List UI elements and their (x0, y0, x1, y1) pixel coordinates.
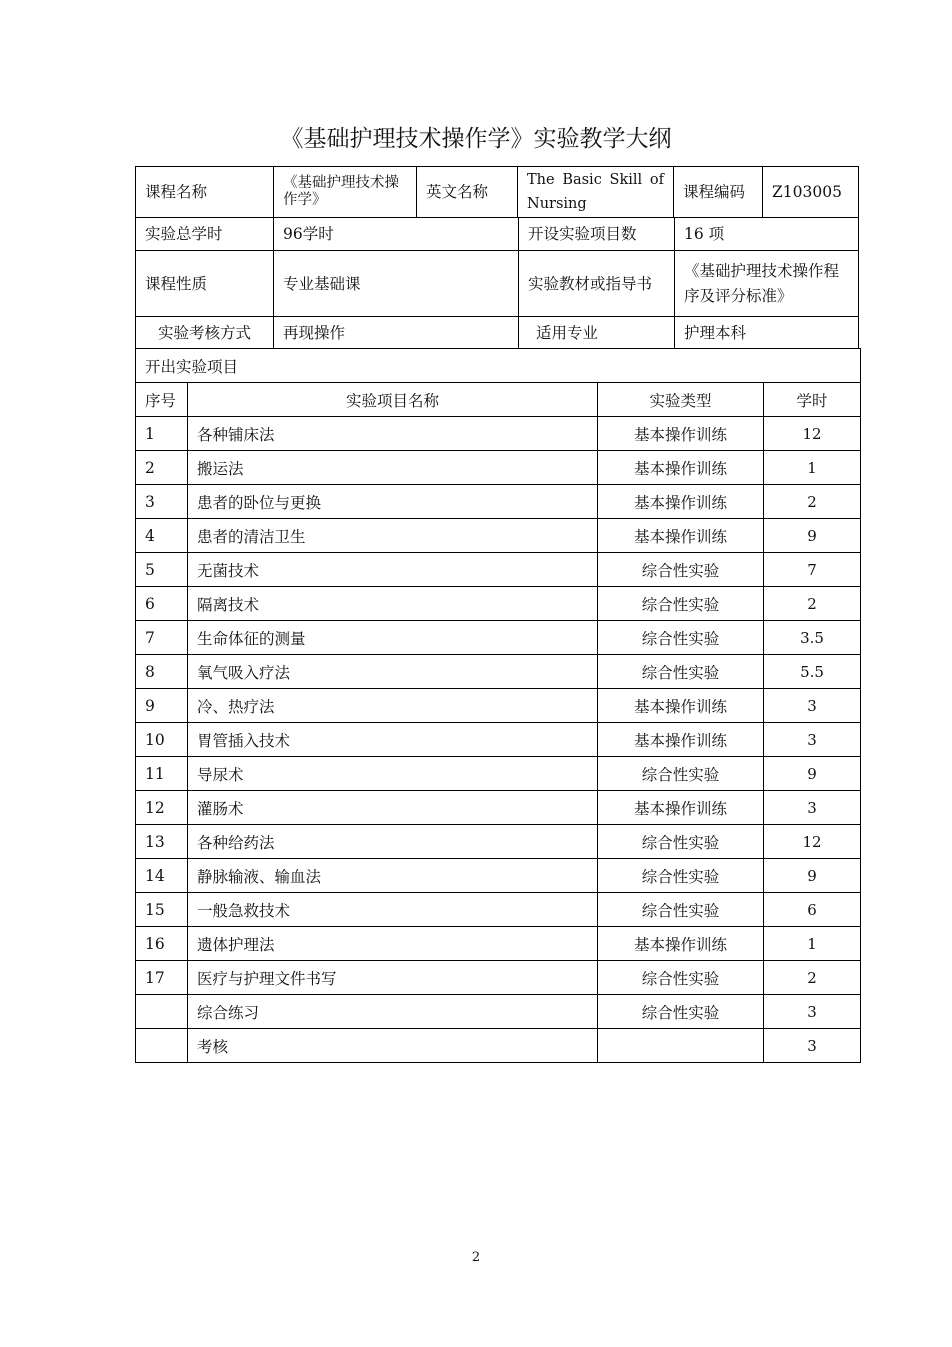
major-label: 适用专业 (518, 316, 674, 349)
project-name: 静脉输液、输血法 (188, 859, 598, 893)
row-number: 1 (136, 417, 188, 451)
assessment-label: 实验考核方式 (135, 316, 273, 349)
project-name: 各种给药法 (188, 825, 598, 859)
project-name: 生命体征的测量 (188, 621, 598, 655)
row-number: 14 (136, 859, 188, 893)
textbook-value: 《基础护理技术操作程序及评分标准》 (674, 250, 859, 316)
project-hours: 2 (764, 587, 861, 621)
project-hours: 12 (764, 417, 861, 451)
row-number: 17 (136, 961, 188, 995)
project-hours: 3 (764, 1029, 861, 1063)
project-table (135, 348, 861, 1063)
table-row (136, 825, 861, 859)
row-number: 7 (136, 621, 188, 655)
project-name: 医疗与护理文件书写 (188, 961, 598, 995)
project-hours: 9 (764, 519, 861, 553)
document-title: 《基础护理技术操作学》实验教学大纲 (280, 126, 672, 152)
project-hours: 3 (764, 723, 861, 757)
section-title-row (136, 349, 861, 383)
table-row (136, 927, 861, 961)
row-number: 4 (136, 519, 188, 553)
project-type: 综合性实验 (598, 859, 764, 893)
table-row (136, 689, 861, 723)
project-type: 综合性实验 (598, 621, 764, 655)
row-number (136, 995, 188, 1029)
project-name: 胃管插入技术 (188, 723, 598, 757)
project-hours: 3.5 (764, 621, 861, 655)
project-hours: 2 (764, 961, 861, 995)
project-type: 综合性实验 (598, 961, 764, 995)
project-name: 综合练习 (188, 995, 598, 1029)
project-hours: 5.5 (764, 655, 861, 689)
course-nature-label: 课程性质 (135, 250, 273, 316)
project-type (598, 1029, 764, 1063)
project-name: 患者的卧位与更换 (188, 485, 598, 519)
row-number: 10 (136, 723, 188, 757)
table-row (136, 859, 861, 893)
project-type: 综合性实验 (598, 825, 764, 859)
course-info-table (135, 166, 859, 349)
page-number: 2 (471, 1250, 481, 1265)
project-count-label: 开设实验项目数 (518, 217, 674, 250)
row-number: 9 (136, 689, 188, 723)
table-row (136, 587, 861, 621)
english-name-value: The Basic Skill of Nursing (517, 166, 673, 217)
project-hours: 7 (764, 553, 861, 587)
assessment-value: 再现操作 (273, 316, 518, 349)
row-number (136, 1029, 188, 1063)
project-hours: 2 (764, 485, 861, 519)
project-hours: 9 (764, 757, 861, 791)
table-row (136, 995, 861, 1029)
course-name-label: 课程名称 (135, 166, 273, 217)
total-hours-label: 实验总学时 (135, 217, 273, 250)
project-type: 基本操作训练 (598, 791, 764, 825)
table-row (136, 621, 861, 655)
row-number: 16 (136, 927, 188, 961)
course-nature-value: 专业基础课 (273, 250, 518, 316)
project-count-value: 16 项 (674, 217, 859, 250)
project-type: 综合性实验 (598, 893, 764, 927)
project-name: 冷、热疗法 (188, 689, 598, 723)
project-type: 基本操作训练 (598, 689, 764, 723)
course-code-value: Z103005 (762, 166, 859, 217)
column-header-no: 序号 (136, 383, 188, 417)
project-name: 考核 (188, 1029, 598, 1063)
column-header-row (136, 383, 861, 417)
project-name: 遗体护理法 (188, 927, 598, 961)
project-type: 基本操作训练 (598, 417, 764, 451)
project-name: 灌肠术 (188, 791, 598, 825)
table-row (136, 961, 861, 995)
table-row (136, 723, 861, 757)
project-type: 综合性实验 (598, 757, 764, 791)
project-type: 综合性实验 (598, 587, 764, 621)
total-hours-value: 96学时 (273, 217, 518, 250)
project-hours: 3 (764, 995, 861, 1029)
row-number: 8 (136, 655, 188, 689)
project-type: 综合性实验 (598, 553, 764, 587)
row-number: 2 (136, 451, 188, 485)
table-row (136, 519, 861, 553)
table-row (136, 893, 861, 927)
project-hours: 9 (764, 859, 861, 893)
table-row (136, 485, 861, 519)
column-header-type: 实验类型 (598, 383, 764, 417)
section-title: 开出实验项目 (136, 349, 861, 383)
project-name: 各种铺床法 (188, 417, 598, 451)
row-number: 5 (136, 553, 188, 587)
project-type: 综合性实验 (598, 995, 764, 1029)
project-hours: 3 (764, 791, 861, 825)
row-number: 13 (136, 825, 188, 859)
table-row (136, 451, 861, 485)
project-hours: 1 (764, 927, 861, 961)
project-name: 导尿术 (188, 757, 598, 791)
project-name: 氧气吸入疗法 (188, 655, 598, 689)
table-row (136, 757, 861, 791)
table-row (136, 417, 861, 451)
course-name-value: 《基础护理技术操作学》 (273, 166, 416, 217)
major-value: 护理本科 (674, 316, 859, 349)
project-type: 综合性实验 (598, 655, 764, 689)
column-header-hours: 学时 (764, 383, 861, 417)
project-type: 基本操作训练 (598, 723, 764, 757)
table-row (136, 1029, 861, 1063)
project-hours: 12 (764, 825, 861, 859)
row-number: 12 (136, 791, 188, 825)
row-number: 6 (136, 587, 188, 621)
project-name: 隔离技术 (188, 587, 598, 621)
english-name-label: 英文名称 (416, 166, 517, 217)
project-hours: 6 (764, 893, 861, 927)
row-number: 11 (136, 757, 188, 791)
row-number: 15 (136, 893, 188, 927)
project-name: 一般急救技术 (188, 893, 598, 927)
project-name: 患者的清洁卫生 (188, 519, 598, 553)
row-number: 3 (136, 485, 188, 519)
project-name: 无菌技术 (188, 553, 598, 587)
textbook-label: 实验教材或指导书 (518, 250, 674, 316)
project-type: 基本操作训练 (598, 927, 764, 961)
table-row (136, 655, 861, 689)
column-header-name: 实验项目名称 (188, 383, 598, 417)
project-hours: 1 (764, 451, 861, 485)
project-type: 基本操作训练 (598, 451, 764, 485)
project-name: 搬运法 (188, 451, 598, 485)
project-type: 基本操作训练 (598, 485, 764, 519)
project-hours: 3 (764, 689, 861, 723)
project-type: 基本操作训练 (598, 519, 764, 553)
table-row (136, 791, 861, 825)
table-row (136, 553, 861, 587)
course-code-label: 课程编码 (673, 166, 762, 217)
